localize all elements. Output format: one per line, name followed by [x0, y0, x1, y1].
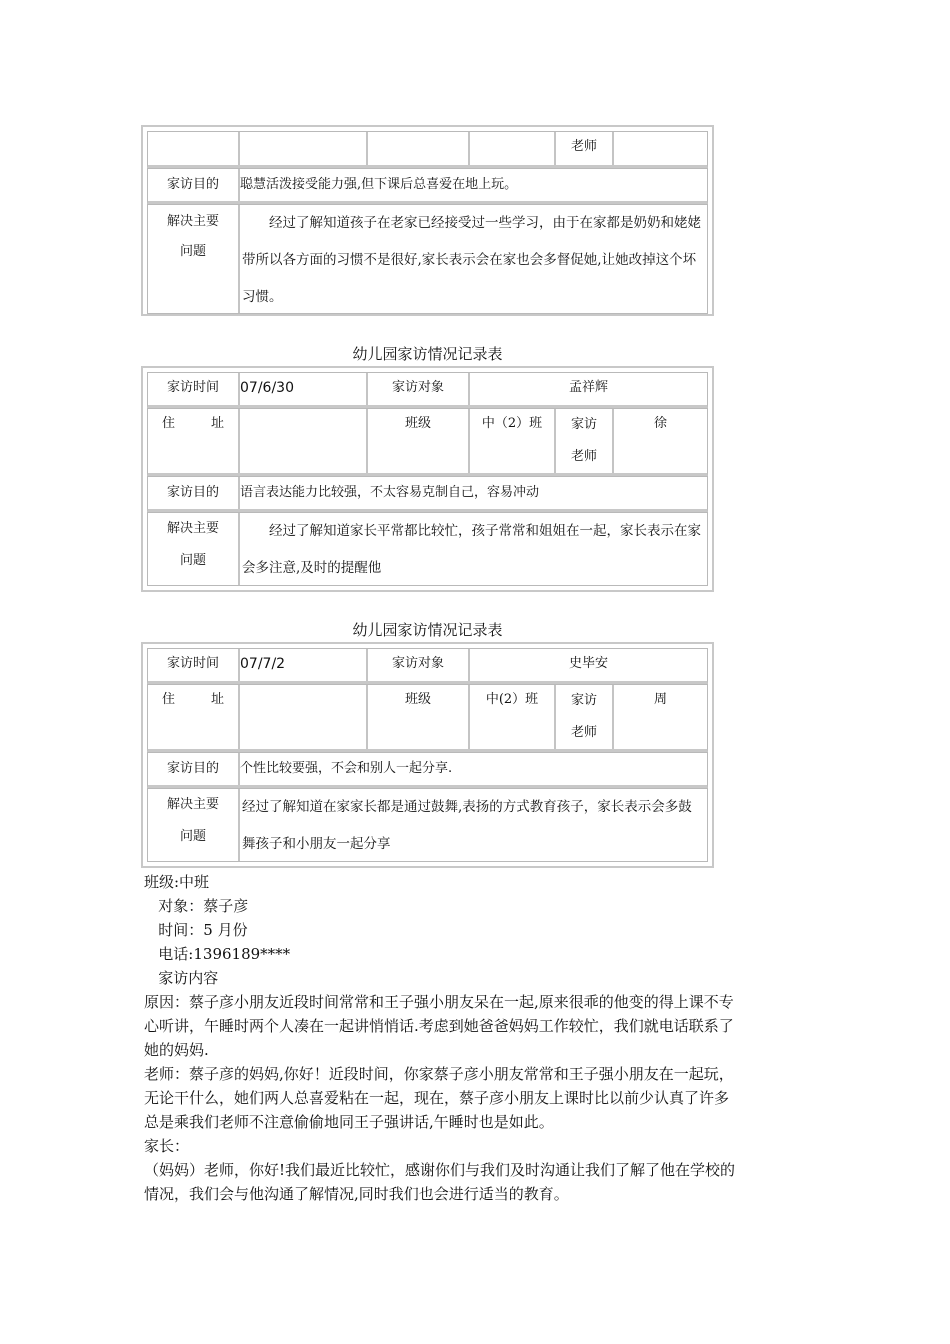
class-value: 中(2）班 [470, 685, 556, 749]
address-label-a: 住 [162, 692, 176, 707]
table-row [147, 476, 708, 512]
problem-label-line-1: 解决主要 [166, 521, 219, 536]
class-value: 中（2）班 [470, 409, 556, 473]
visit-teacher-value: 徐 [653, 416, 667, 431]
purpose-value: 语言表达能力比较强，不太容易克制自己，容易冲动 [240, 485, 540, 500]
address-label-b: 址 [210, 416, 224, 431]
problem-label [148, 513, 240, 585]
table-row [147, 204, 708, 314]
address-value [240, 685, 368, 749]
table-row [147, 752, 708, 788]
notes-teacher-line: 老师：蔡子彦的妈妈,你好！近段时间，你家蔡子彦小朋友常常和王子强小朋友在一起玩， [144, 1065, 734, 1083]
purpose-value: 聪慧活泼接受能力强,但下课后总喜爱在地上玩。 [240, 177, 518, 192]
visit-teacher-label-1: 家访 [570, 417, 597, 432]
visit-teacher-label-2: 老师 [570, 449, 597, 464]
visit-teacher-label [556, 409, 614, 473]
purpose-label: 家访目的 [148, 753, 240, 785]
problem-value [240, 513, 707, 585]
problem-label-line-2: 问题 [179, 829, 206, 844]
notes-phone-line: 电话:1396189**** [144, 945, 291, 963]
teacher-label: 老师 [556, 132, 614, 165]
table-cell [470, 132, 556, 165]
visit-target-value: 孟祥辉 [568, 380, 608, 395]
problem-label [148, 789, 240, 861]
address-label [148, 685, 240, 749]
problem-label-line-2: 问题 [179, 553, 206, 568]
record-table-3 [141, 642, 714, 868]
record-table-2 [141, 366, 714, 592]
table-row [147, 372, 708, 408]
visit-target-label: 家访对象 [368, 373, 470, 405]
table-row [147, 168, 708, 204]
table-row [147, 408, 708, 476]
notes-parent-line: 情况，我们会与他沟通了解情况,同时我们也会进行适当的教育。 [144, 1185, 569, 1203]
problem-value-text: 经过了解知道孩子在老家已经接受过一些学习，由于在家都是奶奶和姥姥带所以各方面的习惯不是很好,家长表示会在家也会多督促她,让她改掉这个坏习惯。 [242, 215, 701, 305]
notes-class-line: 班级:中班 [144, 873, 210, 891]
table-row [147, 788, 708, 862]
visit-time-value: 07/6/30 [240, 373, 368, 405]
notes-reason-line: 原因：蔡子彦小朋友近段时间常常和王子强小朋友呆在一起,原来很乖的他变的得上课不专 [144, 993, 734, 1011]
class-label: 班级 [368, 409, 470, 473]
table-row [147, 131, 708, 168]
purpose-value: 个性比较要强，不会和别人一起分享. [240, 761, 453, 776]
notes-teacher-line: 总是乘我们老师不注意偷偷地同王子强讲话,午睡时也是如此。 [144, 1113, 554, 1131]
visit-teacher-value: 周 [653, 692, 667, 707]
problem-label [148, 205, 240, 313]
visit-target-value: 史毕安 [568, 656, 608, 671]
table-3-title: 幼儿园家访情况记录表 [352, 621, 503, 639]
table-cell [368, 132, 470, 165]
problem-label-line-1: 解决主要 [166, 214, 219, 229]
notes-teacher-line: 无论干什么，她们两人总喜爱粘在一起，现在，蔡子彦小朋友上课时比以前少认真了许多 [144, 1089, 730, 1107]
visit-time-label: 家访时间 [148, 373, 240, 405]
visit-time-value: 07/7/2 [240, 649, 368, 681]
problem-value-text: 经过了解知道家长平常都比较忙，孩子常常和姐姐在一起，家长表示在家会多注意,及时的提醒他 [242, 523, 701, 576]
problem-label-line-2: 问题 [179, 244, 206, 259]
address-value [240, 409, 368, 473]
notes-parent-label: 家长： [144, 1137, 190, 1155]
table-row [147, 512, 708, 586]
notes-content-line: 家访内容 [144, 969, 219, 987]
table-row [147, 684, 708, 752]
visit-teacher-label-1: 家访 [570, 693, 597, 708]
visit-time-label: 家访时间 [148, 649, 240, 681]
notes-reason-line: 心听讲，午睡时两个人凑在一起讲悄悄话.考虑到她爸爸妈妈工作较忙，我们就电话联系了 [144, 1017, 734, 1035]
purpose-label: 家访目的 [148, 169, 240, 201]
address-label-a: 住 [162, 416, 176, 431]
visit-teacher-label-2: 老师 [570, 725, 597, 740]
notes-time-line: 时间：5 月份 [144, 921, 248, 939]
address-label [148, 409, 240, 473]
address-label-b: 址 [210, 692, 224, 707]
visit-teacher-label [556, 685, 614, 749]
table-cell [148, 132, 240, 165]
record-table-1 [141, 125, 714, 316]
problem-value-text: 经过了解知道在家家长都是通过鼓舞,表扬的方式教育孩子，家长表示会多鼓舞孩子和小朋友一起分享 [242, 799, 692, 852]
visit-notes [144, 870, 814, 1206]
notes-reason-line: 她的妈妈. [144, 1041, 209, 1059]
visit-target-label: 家访对象 [368, 649, 470, 681]
class-label: 班级 [368, 685, 470, 749]
purpose-label: 家访目的 [148, 477, 240, 509]
table-row [147, 648, 708, 684]
problem-value [240, 789, 707, 861]
problem-label-line-1: 解决主要 [166, 797, 219, 812]
table-cell [240, 132, 368, 165]
problem-value [240, 205, 707, 313]
table-cell [614, 132, 707, 165]
notes-target-line: 对象：蔡子彦 [144, 897, 249, 915]
table-2-title: 幼儿园家访情况记录表 [352, 345, 503, 363]
notes-parent-line: （妈妈）老师，你好!我们最近比较忙，感谢你们与我们及时沟通让我们了解了他在学校的 [144, 1161, 736, 1179]
